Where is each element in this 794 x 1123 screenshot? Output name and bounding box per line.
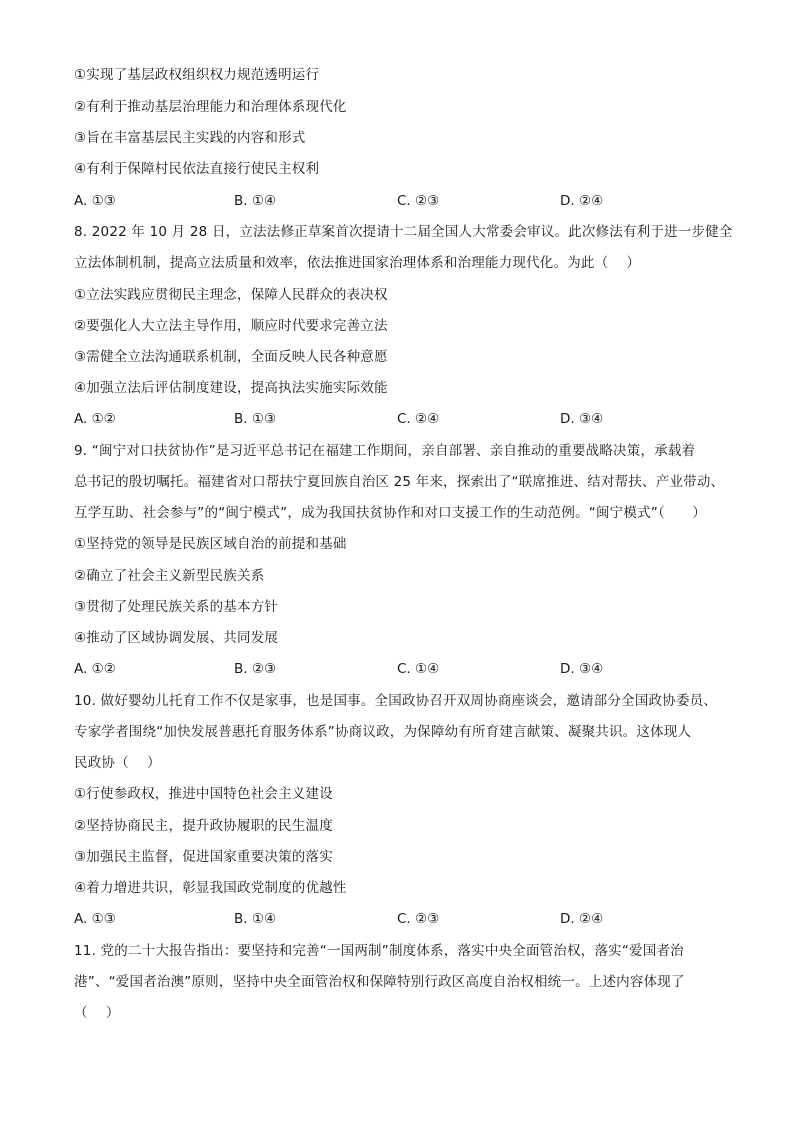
q10-option-b: B. ①④: [234, 911, 277, 927]
q10-option-c: C. ②③: [397, 911, 440, 927]
q9-stem-line-3: 互学互助、社会参与”的“闽宁模式”，成为我国扶贫协作和对口支援工作的生动范例。“闽宁模式”（ ）: [74, 505, 707, 521]
q10-item-3: ③加强民主监督，促进国家重要决策的落实: [74, 849, 333, 865]
q8-item-1: ①立法实践应贯彻民主理念，保障人民群众的表决权: [74, 287, 388, 303]
q10-option-d: D. ②④: [560, 911, 604, 927]
q8-stem-line-1: 8. 2022 年 10 月 28 日，立法法修正草案首次提请十二届全国人大常委会审议。此次修法有利于进一步健全: [74, 224, 733, 240]
q7-item-2: ②有利于推动基层治理能力和治理体系现代化: [74, 99, 347, 115]
q9-option-b: B. ②③: [234, 661, 277, 677]
q11-stem-line-1: 11. 党的二十大报告指出：要坚持和完善“一国两制”制度体系，落实中央全面管治权，落实“爱国者治: [74, 943, 684, 959]
q10-item-4: ④着力增进共识，彰显我国政党制度的优越性: [74, 880, 347, 896]
q9-item-3: ③贯彻了处理民族关系的基本方针: [74, 599, 279, 615]
q8-item-2: ②要强化人大立法主导作用，顺应时代要求完善立法: [74, 318, 388, 334]
q9-item-2: ②确立了社会主义新型民族关系: [74, 568, 265, 584]
q9-option-a: A. ①②: [74, 661, 116, 677]
q8-item-3: ③需健全立法沟通联系机制，全面反映人民各种意愿: [74, 349, 388, 365]
q7-options: [74, 191, 734, 211]
q10-options: [74, 909, 734, 929]
q8-option-c: C. ②④: [397, 411, 440, 427]
q7-option-d: D. ②④: [560, 193, 604, 209]
q10-item-1: ①行使参政权，推进中国特色社会主义建设: [74, 786, 333, 802]
q8-option-d: D. ③④: [560, 411, 604, 427]
q7-option-b: B. ①④: [234, 193, 277, 209]
q7-item-3: ③旨在丰富基层民主实践的内容和形式: [74, 130, 306, 146]
q11-stem-line-3: （ ）: [74, 1005, 120, 1021]
q9-item-1: ①坚持党的领导是民族区域自治的前提和基础: [74, 536, 347, 552]
q7-option-c: C. ②③: [397, 193, 440, 209]
q8-options: [74, 409, 734, 429]
q9-option-d: D. ③④: [560, 661, 604, 677]
q7-item-1: ①实现了基层政权组织权力规范透明运行: [74, 67, 320, 83]
q9-item-4: ④推动了区域协调发展、共同发展: [74, 630, 279, 646]
q9-option-c: C. ①④: [397, 661, 440, 677]
q10-stem-line-2: 专家学者围绕“加快发展普惠托育服务体系”协商议政，为保障幼有所育建言献策、凝聚共识。这体现人: [74, 724, 692, 740]
q8-item-4: ④加强立法后评估制度建设，提高执法实施实际效能: [74, 380, 388, 396]
q7-option-a: A. ①③: [74, 193, 116, 209]
q10-item-2: ②坚持协商民主，提升政协履职的民生温度: [74, 818, 333, 834]
q9-options: [74, 659, 734, 679]
q8-option-a: A. ①②: [74, 411, 116, 427]
q7-item-4: ④有利于保障村民依法直接行使民主权利: [74, 161, 320, 177]
q11-stem-line-2: 港”、“爱国者治澳”原则，坚持中央全面管治权和保障特别行政区高度自治权相统一。上述内容体现了: [74, 974, 685, 990]
q10-stem-line-3: 民政协（ ）: [74, 755, 161, 771]
q8-option-b: B. ①③: [234, 411, 277, 427]
q9-stem-line-2: 总书记的殷切嘱托。福建省对口帮扶宁夏回族自治区 25 年来，探索出了“联席推进、结对帮扶、产业带动、: [74, 474, 725, 490]
q10-stem-line-1: 10. 做好婴幼儿托育工作不仅是家事，也是国事。全国政协召开双周协商座谈会，邀请部分全国政协委员、: [74, 693, 718, 709]
q9-stem-line-1: 9. “闽宁对口扶贫协作”是习近平总书记在福建工作期间，亲自部署、亲自推动的重要战略决策，承载着: [74, 443, 696, 459]
q10-option-a: A. ①③: [74, 911, 116, 927]
q8-stem-line-2: 立法体制机制，提高立法质量和效率，依法推进国家治理体系和治理能力现代化。为此（ ）: [74, 255, 641, 271]
